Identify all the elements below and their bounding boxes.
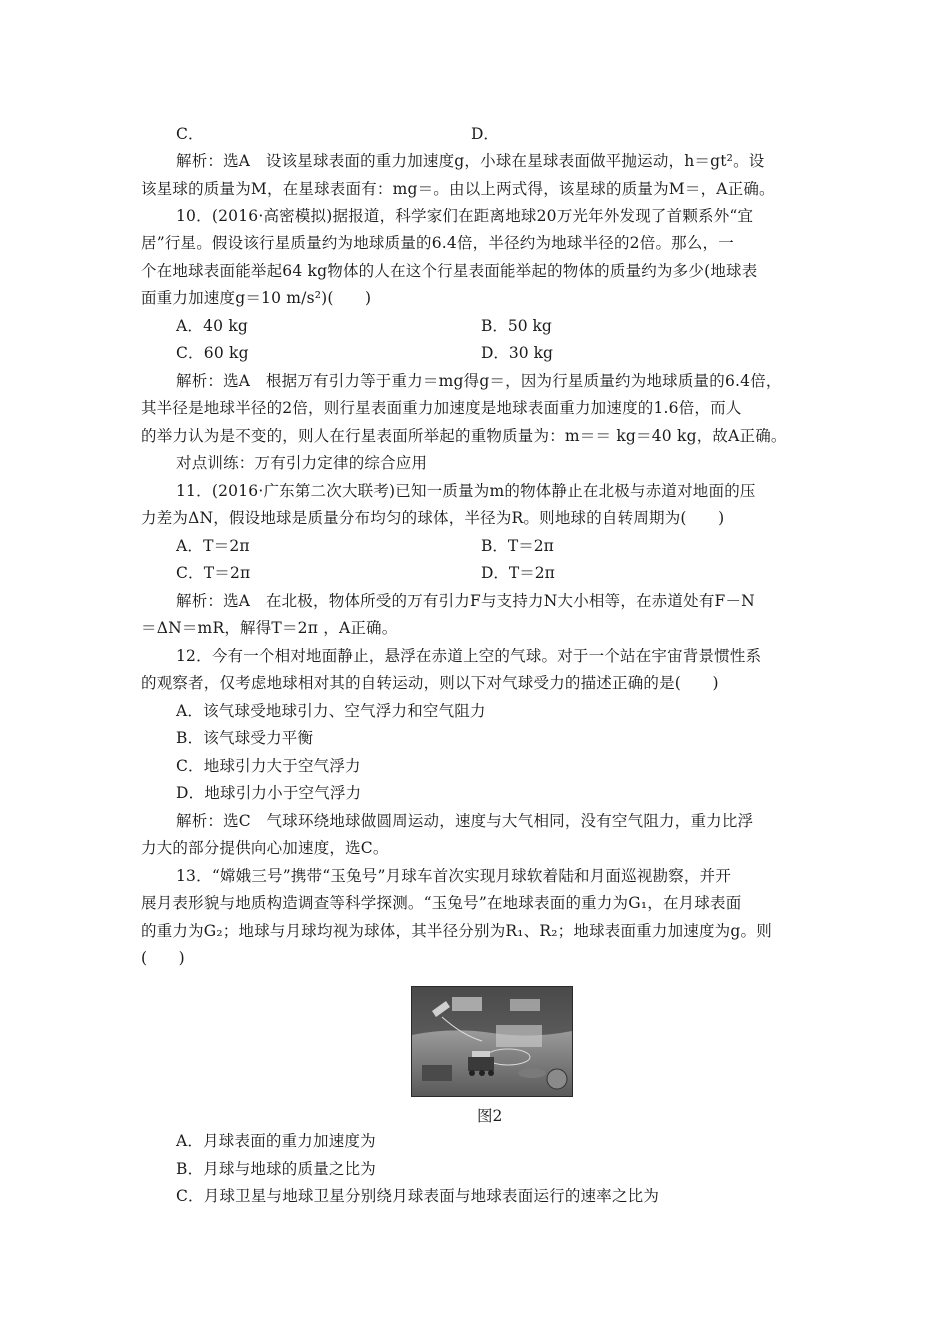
- text-line-l24: C．地球引力大于空气浮力: [176, 757, 361, 775]
- text-line-l11: 其半径是地球半径的2倍，则行星表面重力加速度是地球表面重力加速度的1.6倍，而人: [141, 399, 742, 417]
- text-line-l27: 力大的部分提供向心加速度，选C。: [141, 839, 389, 857]
- text-line-l29: 展月表形貌与地质构造调查等科学探测。“玉兔号”在地球表面的重力为G₁，在月球表面: [141, 894, 742, 912]
- option-right-r05: D．T＝2π: [481, 564, 555, 582]
- text-line-l23: B．该气球受力平衡: [176, 729, 314, 747]
- option-right-r02: B．50 kg: [481, 317, 552, 335]
- option-right-r01: D．: [471, 125, 499, 143]
- lunar-rover-figure: [411, 986, 573, 1097]
- text-line-l32: A．月球表面的重力加速度为: [176, 1132, 376, 1150]
- text-line-l14: 11．(2016·广东第二次大联考)已知一质量为m的物体静止在北极与赤道对地面的压: [176, 482, 756, 500]
- option-right-r04: B．T＝2π: [481, 537, 554, 555]
- option-right-r03: D．30 kg: [481, 344, 553, 362]
- text-line-l17: C．T＝2π: [176, 564, 251, 582]
- text-line-l12: 的举力认为是不变的，则人在行星表面所举起的重物质量为：m＝＝ kg＝40 kg，故A正确。: [141, 427, 787, 445]
- text-line-l28: 13．“嫦娥三号”携带“玉兔号”月球车首次实现月球软着陆和月面巡视勘察，并开: [176, 867, 732, 885]
- text-line-l18: 解析：选A 在北极，物体所受的万有引力F与支持力N大小相等，在赤道处有F－N: [176, 592, 755, 610]
- text-line-l21: 的观察者，仅考虑地球相对其的自转运动，则以下对气球受力的描述正确的是( ): [141, 674, 719, 692]
- text-line-l33: B．月球与地球的质量之比为: [176, 1160, 376, 1178]
- text-line-l07: 面重力加速度g＝10 m/s²)( ): [141, 289, 372, 307]
- text-line-l19: ＝ΔN＝mR，解得T＝2π ，A正确。: [141, 619, 398, 637]
- text-line-l02: 解析：选A 设该星球表面的重力加速度g，小球在星球表面做平抛运动，h＝gt²。设: [176, 152, 765, 170]
- text-line-l31: ( ): [141, 949, 185, 967]
- lunar-rover-image: [412, 987, 572, 1096]
- text-line-l09: C．60 kg: [176, 344, 249, 362]
- text-line-l08: A．40 kg: [176, 317, 249, 335]
- text-line-l06: 个在地球表面能举起64 kg物体的人在这个行星表面能举起的物体的质量约为多少(地球表: [141, 262, 758, 280]
- text-line-l16: A．T＝2π: [176, 537, 250, 555]
- text-line-l22: A．该气球受地球引力、空气浮力和空气阻力: [176, 702, 486, 720]
- text-line-l26: 解析：选C 气球环绕地球做圆周运动，速度与大气相同，没有空气阻力，重力比浮: [176, 812, 754, 830]
- text-line-l04: 10．(2016·高密模拟)据报道，科学家们在距离地球20万光年外发现了首颗系外“宜: [176, 207, 754, 225]
- text-line-l34: C．月球卫星与地球卫星分别绕月球表面与地球表面运行的速率之比为: [176, 1187, 660, 1205]
- text-line-l20: 12．今有一个相对地面静止，悬浮在赤道上空的气球。对于一个站在宇宙背景惯性系: [176, 647, 762, 665]
- figure-caption: 图2: [477, 1107, 503, 1125]
- text-line-l10: 解析：选A 根据万有引力等于重力＝mg得g＝，因为行星质量约为地球质量的6.4倍，: [176, 372, 782, 390]
- text-line-l03: 该星球的质量为M，在星球表面有：mg＝。由以上两式得，该星球的质量为M＝，A正确。: [141, 180, 775, 198]
- text-line-l01: C．: [176, 125, 204, 143]
- text-line-l15: 力差为ΔN，假设地球是质量分布均匀的球体，半径为R。则地球的自转周期为( ): [141, 509, 725, 527]
- text-line-l25: D．地球引力小于空气浮力: [176, 784, 362, 802]
- text-line-l05: 居”行星。假设该行星质量约为地球质量的6.4倍，半径约为地球半径的2倍。那么，一: [141, 234, 734, 252]
- text-line-l30: 的重力为G₂；地球与月球均视为球体，其半径分别为R₁、R₂；地球表面重力加速度为g。则: [141, 922, 772, 940]
- text-line-l13: 对点训练：万有引力定律的综合应用: [176, 454, 428, 472]
